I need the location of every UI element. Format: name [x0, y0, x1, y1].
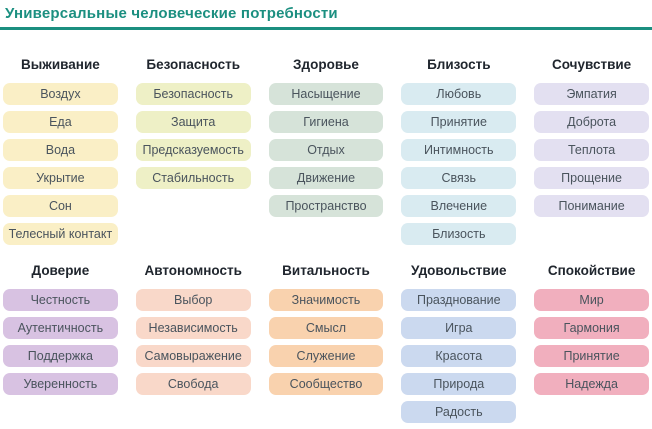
need-pill: Эмпатия [534, 83, 649, 105]
need-group-compassion [534, 57, 649, 245]
pill-list [534, 289, 649, 395]
group-header: Выживание [21, 56, 100, 72]
needs-infographic [0, 5, 652, 429]
need-pill: Интимность [401, 139, 516, 161]
need-pill: Защита [136, 111, 251, 133]
need-pill: Стабильность [136, 167, 251, 189]
need-pill: Выбор [136, 289, 251, 311]
group-header: Автономность [144, 262, 242, 278]
need-pill: Принятие [534, 345, 649, 367]
need-pill: Телесный контакт [3, 223, 118, 245]
need-pill: Предсказуемость [136, 139, 251, 161]
group-header: Близость [427, 56, 491, 72]
pill-list [534, 83, 649, 217]
need-pill: Поддержка [3, 345, 118, 367]
need-pill: Сообщество [269, 373, 384, 395]
need-pill: Насыщение [269, 83, 384, 105]
need-pill: Надежда [534, 373, 649, 395]
need-pill: Самовыражение [136, 345, 251, 367]
page-title: Универсальные человеческие потребности [5, 5, 338, 22]
pill-list [269, 289, 384, 395]
need-pill: Аутентичность [3, 317, 118, 339]
group-header: Безопасность [146, 56, 241, 72]
need-pill: Природа [401, 373, 516, 395]
group-header: Сочувствие [551, 56, 632, 72]
need-pill: Понимание [534, 195, 649, 217]
need-pill: Любовь [401, 83, 516, 105]
need-pill: Воздух [3, 83, 118, 105]
need-pill: Радость [401, 401, 516, 423]
pill-list [136, 289, 251, 395]
need-pill: Игра [401, 317, 516, 339]
title-divider [0, 27, 652, 30]
need-pill: Гигиена [269, 111, 384, 133]
need-pill: Доброта [534, 111, 649, 133]
pill-list [136, 83, 251, 189]
need-group-trust [3, 263, 118, 423]
need-group-autonomy [136, 263, 251, 423]
pill-list [3, 289, 118, 395]
group-header: Удовольствие [411, 262, 507, 278]
need-pill: Пространство [269, 195, 384, 217]
group-header: Витальность [282, 262, 370, 278]
group-header: Спокойствие [547, 262, 636, 278]
need-pill: Значимость [269, 289, 384, 311]
pill-list [401, 289, 516, 423]
group-header: Доверие [31, 262, 90, 278]
need-pill: Празднование [401, 289, 516, 311]
pill-list [269, 83, 384, 217]
need-pill: Укрытие [3, 167, 118, 189]
need-pill: Вода [3, 139, 118, 161]
need-pill: Принятие [401, 111, 516, 133]
pill-list [401, 83, 516, 245]
need-pill: Близость [401, 223, 516, 245]
need-pill: Свобода [136, 373, 251, 395]
need-group-survival [3, 57, 118, 245]
need-pill: Еда [3, 111, 118, 133]
need-pill: Смысл [269, 317, 384, 339]
need-group-health [269, 57, 384, 245]
need-pill: Мир [534, 289, 649, 311]
need-pill: Служение [269, 345, 384, 367]
need-pill: Движение [269, 167, 384, 189]
need-pill: Уверенность [3, 373, 118, 395]
needs-grid [0, 57, 652, 423]
need-pill: Теплота [534, 139, 649, 161]
group-header: Здоровье [293, 56, 359, 72]
need-group-pleasure [401, 263, 516, 423]
need-pill: Гармония [534, 317, 649, 339]
need-group-closeness [401, 57, 516, 245]
need-pill: Связь [401, 167, 516, 189]
need-pill: Безопасность [136, 83, 251, 105]
need-pill: Независимость [136, 317, 251, 339]
need-group-calm [534, 263, 649, 423]
need-pill: Красота [401, 345, 516, 367]
need-pill: Отдых [269, 139, 384, 161]
pill-list [3, 83, 118, 245]
need-pill: Сон [3, 195, 118, 217]
need-pill: Честность [3, 289, 118, 311]
need-group-safety [136, 57, 251, 245]
need-group-vitality [269, 263, 384, 423]
need-pill: Прощение [534, 167, 649, 189]
need-pill: Влечение [401, 195, 516, 217]
